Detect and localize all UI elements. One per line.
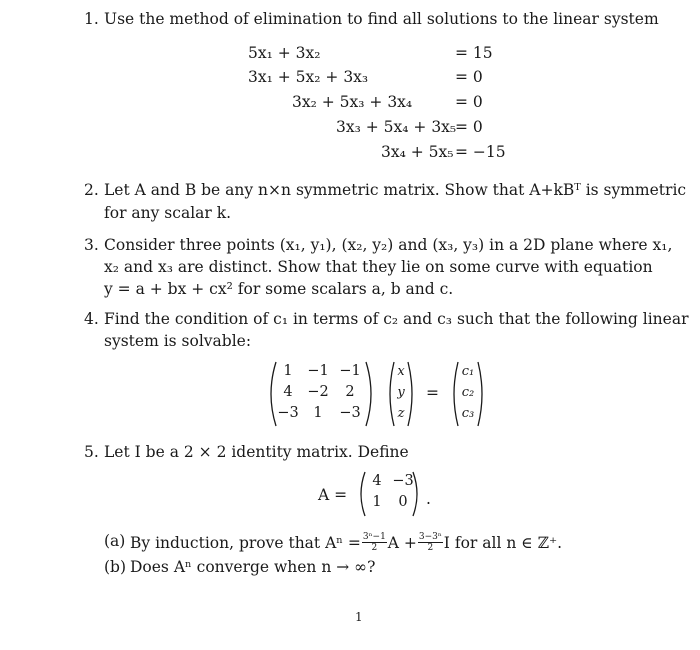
variable-vector	[386, 360, 416, 428]
part-a-mid-text: A +	[387, 533, 417, 552]
fraction-2	[418, 532, 443, 553]
part-b-label: (b)	[104, 558, 127, 576]
problem-3-number: 3.	[84, 236, 99, 254]
part-a-pre-text: By induction, prove that Aⁿ =	[130, 533, 361, 552]
vector-const-c3: c₃	[461, 406, 475, 421]
part-a-label: (a)	[104, 532, 126, 550]
matrix-cell-2-1: 1	[313, 405, 323, 421]
matrix-cell-1-2: 2	[345, 384, 355, 400]
constant-vector	[450, 360, 486, 428]
equals-sign: =	[426, 384, 439, 402]
vector-const-c1: c₁	[461, 364, 475, 379]
fraction-2-numerator: 3−3ⁿ	[418, 532, 442, 542]
fraction-1-denominator: 2	[371, 543, 378, 553]
problem-4-number: 4.	[84, 310, 99, 328]
vector-var-z: z	[397, 406, 405, 421]
matrix-a-cell-1-1: 0	[398, 494, 408, 510]
vector-var-y: y	[397, 385, 405, 400]
fraction-1	[362, 532, 387, 553]
problem-1-text: Use the method of elimination to find all solutions to the linear system	[104, 10, 659, 28]
equation-5-rhs: = −15	[455, 143, 506, 161]
problem-4-line-2: system is solvable:	[104, 332, 252, 350]
equation-5-lhs: 3x₄ + 5x₅	[381, 143, 454, 161]
vector-const-c2: c₂	[461, 385, 475, 400]
coefficient-matrix	[266, 360, 376, 428]
matrix-a-cell-0-0: 4	[372, 473, 382, 489]
matrix-cell-1-0: 4	[283, 384, 293, 400]
equation-4-rhs: = 0	[455, 118, 483, 136]
problem-2-line-2: for any scalar k.	[104, 204, 232, 222]
problem-5-line-1: Let I be a 2 × 2 identity matrix. Define	[104, 443, 409, 461]
problem-4-line-1: Find the condition of c₁ in terms of c₂ and c₃ such that the following linear	[104, 310, 689, 328]
matrix-cell-1-1: −2	[307, 384, 329, 400]
problem-3-line-1: Consider three points (x₁, y₁), (x₂, y₂) and (x₃, y₃) in a 2D plane where x₁,	[104, 236, 673, 254]
matrix-cell-0-0: 1	[283, 363, 293, 379]
page-number: 1	[355, 610, 363, 624]
equation-2-rhs: = 0	[455, 68, 483, 86]
equation-4-lhs: 3x₃ + 5x₄ + 3x₅	[336, 118, 457, 136]
matrix-a	[357, 470, 423, 518]
equation-3-rhs: = 0	[455, 93, 483, 111]
fraction-1-numerator: 3ⁿ−1	[362, 532, 386, 542]
part-b-statement: Does Aⁿ converge when n → ∞?	[130, 558, 376, 576]
matrix-cell-2-0: −3	[277, 405, 299, 421]
equation-1-rhs: = 15	[455, 44, 493, 62]
equation-1-lhs: 5x₁ + 3x₂	[248, 44, 321, 62]
problem-5-number: 5.	[84, 443, 99, 461]
problem-3-line-3: y = a + bx + cx² for some scalars a, b and c.	[104, 280, 454, 298]
equation-2-lhs: 3x₁ + 5x₂ + 3x₃	[248, 68, 369, 86]
problem-2-number: 2.	[84, 181, 99, 199]
matrix-cell-2-2: −3	[339, 405, 361, 421]
vector-var-x: x	[397, 364, 405, 379]
problem-2-line-1: Let A and B be any n×n symmetric matrix. Show that A+kBᵀ is symmetric	[104, 181, 687, 199]
part-a-statement	[130, 532, 562, 553]
problem-3-line-2: x₂ and x₃ are distinct. Show that they lie on some curve with equation	[104, 258, 653, 276]
matrix-cell-0-2: −1	[339, 363, 361, 379]
part-a-post-text: I for all n ∈ ℤ⁺.	[443, 533, 563, 552]
matrix-a-period: .	[426, 490, 431, 508]
fraction-2-denominator: 2	[427, 543, 434, 553]
equation-3-lhs: 3x₂ + 5x₃ + 3x₄	[292, 93, 413, 111]
problem-1-number: 1.	[84, 10, 99, 28]
matrix-cell-0-1: −1	[307, 363, 329, 379]
matrix-a-cell-1-0: 1	[372, 494, 382, 510]
matrix-a-cell-0-1: −3	[392, 473, 414, 489]
matrix-a-label: A =	[318, 486, 348, 504]
